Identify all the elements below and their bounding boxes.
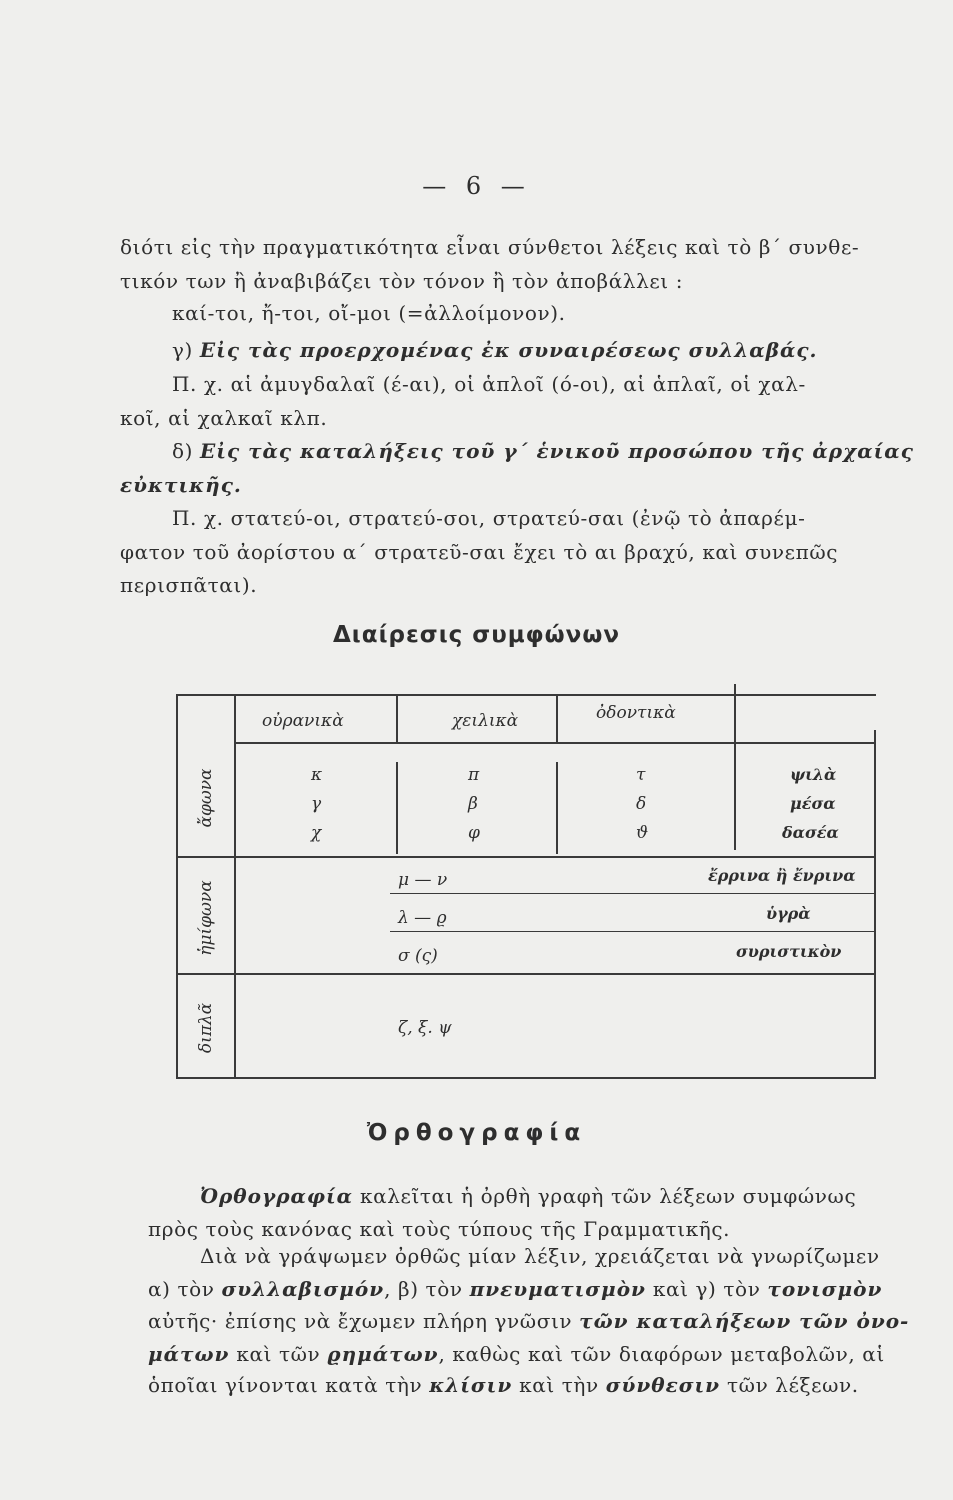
- p2-text-l5c: καὶ τὴν: [512, 1373, 606, 1397]
- afona-ouranika-mesa: γ: [311, 794, 322, 814]
- header-sep-2: [556, 694, 558, 744]
- orthography-p1-line-2: πρὸς τοὺς κανόνας καὶ τοὺς τύπους τῆς Γραμματικῆς.: [148, 1217, 731, 1241]
- afona-sep-1: [396, 762, 398, 854]
- afona-odontika-mesa: δ: [636, 794, 647, 814]
- table-top-line: [176, 694, 876, 696]
- p2-text-e: καὶ γ) τὸν: [645, 1277, 768, 1301]
- orthography-p2-line-2: [148, 1274, 882, 1304]
- delta-example-1: Π. χ. στατεύ-οι, στρατεύ-σοι, στρατεύ-σαι (ἐνῷ τὸ ἀπαρέμ-: [172, 506, 806, 530]
- orthography-term: Ὀρθογραφία: [200, 1184, 354, 1208]
- afona-cheilika-psila: π: [468, 765, 480, 785]
- group-imifona: ἡμίφωνα: [196, 880, 216, 956]
- delta-label: δ): [172, 439, 201, 463]
- orthography-title: Ὀρθογραφία: [366, 1120, 587, 1146]
- imifona-type-syristikon: συριστικὸν: [736, 942, 842, 961]
- imifona-bottom-line: [176, 973, 876, 975]
- p2-text-c: , β) τὸν: [384, 1277, 470, 1301]
- delta-heading-cont: εὐκτικῆς.: [120, 473, 242, 497]
- table-right-line: [874, 730, 876, 1079]
- orthography-p2-line-3: [148, 1306, 909, 1336]
- intro-line-1: διότι εἰς τὴν πραγματικότητα εἶναι σύνθετοι λέξεις καὶ τὸ β΄ συνθε-: [120, 235, 860, 259]
- afona-cheilika-mesa: β: [468, 794, 478, 814]
- afona-cheilika-dasea: φ: [468, 823, 480, 843]
- group-column-line: [234, 694, 236, 1079]
- imifona-errina: μ — ν: [398, 870, 448, 890]
- afona-odontika-psila: τ: [636, 765, 646, 785]
- p2-term-klisin: κλίσιν: [429, 1373, 513, 1397]
- p2-term-kataliksewn: τῶν καταλήξεων τῶν ὀνο-: [579, 1309, 910, 1333]
- p2-text-l4d: , καθὼς καὶ τῶν διαφόρων μεταβολῶν, αἱ: [438, 1342, 885, 1366]
- p2-text-l5a: ὁποῖαι γίνονται κατὰ τὴν: [148, 1373, 430, 1397]
- orthography-p2-line-5: [148, 1370, 859, 1400]
- p2-text-a: α) τὸν: [148, 1277, 222, 1301]
- imifona-ygra: λ — ϱ: [398, 908, 447, 928]
- gamma-example-1: Π. χ. αἱ ἀμυγδαλαῖ (έ-αι), οἱ ἁπλοῖ (ό-οι), αἱ ἁπλαῖ, οἱ χαλ-: [172, 372, 806, 396]
- delta-example-2: φατον τοῦ ἀορίστου α΄ στρατεῦ-σαι ἔχει τὸ αι βραχύ, καὶ συνεπῶς: [120, 540, 839, 564]
- header-sep-3: [734, 684, 736, 744]
- orthography-p2-line-4: [148, 1339, 885, 1369]
- table-left-line: [176, 694, 178, 1079]
- delta-example-3: περισπᾶται).: [120, 573, 258, 597]
- intro-line-2: τικόν των ἢ ἀναβιβάζει τὸν τόνον ἢ τὸν ἀποβάλλει :: [120, 269, 684, 293]
- table-bottom-line: [176, 1077, 876, 1079]
- afona-ouranika-psila: κ: [311, 765, 323, 785]
- orthography-p1-line-1: [200, 1181, 856, 1211]
- p2-text-l4b: καὶ τῶν: [229, 1342, 328, 1366]
- p2-text-l5e: τῶν λέξεων.: [720, 1373, 859, 1397]
- p2-text-l3a: αὐτῆς· ἐπίσης νὰ ἔχωμεν πλήρη γνῶσιν: [148, 1309, 580, 1333]
- afona-odontika-dasea: ϑ: [636, 823, 649, 843]
- header-sep-1: [396, 694, 398, 744]
- gamma-example-2: κοῖ, αἱ χαλκαῖ κλπ.: [120, 406, 328, 430]
- p2-term-synthesin: σύνθεσιν: [605, 1373, 721, 1397]
- dipla-letters: ζ, ξ. ψ: [398, 1018, 452, 1038]
- p2-term-pneumatismos: πνευματισμὸν: [469, 1277, 646, 1301]
- afona-ouranika-dasea: χ: [311, 823, 322, 843]
- gamma-label: γ): [172, 338, 200, 362]
- gamma-heading: [172, 335, 818, 365]
- orthography-p2-line-1: Διὰ νὰ γράψωμεν ὀρθῶς μίαν λέξιν, χρειάζεται νὰ γνωρίζωμεν: [200, 1244, 880, 1268]
- afona-type-dasea: δασέα: [782, 823, 839, 842]
- header-bottom-line: [234, 742, 874, 744]
- group-afona: ἄφωνα: [196, 768, 216, 828]
- header-odontika: ὀδοντικὰ: [596, 703, 676, 723]
- group-dipla: διπλᾶ: [196, 1002, 216, 1054]
- delta-heading-text: Εἰς τὰς καταλήξεις τοῦ γ΄ ἑνικοῦ προσώπου τῆς ἀρχαίας: [200, 439, 914, 463]
- afona-type-mesa: μέσα: [790, 794, 836, 813]
- consonants-title: Διαίρεσις συμφώνων: [333, 622, 620, 648]
- imifona-syristikon: σ (ς): [398, 946, 438, 966]
- imifona-row-line-1: [390, 893, 874, 894]
- p2-term-syllabismos: συλλαβισμόν: [221, 1277, 385, 1301]
- afona-sep-3: [734, 742, 736, 850]
- intro-line-3: καί-τοι, ἤ-τοι, οἴ-μοι (=ἀλλοίμονον).: [172, 301, 566, 325]
- p2-term-rimatwn: ϱημάτων: [327, 1342, 439, 1366]
- afona-sep-2: [556, 762, 558, 854]
- imifona-type-errina: ἔρρινα ἢ ἔνρινα: [708, 866, 856, 885]
- afona-bottom-line: [176, 856, 876, 858]
- imifona-row-line-2: [390, 931, 874, 932]
- delta-heading: [172, 436, 914, 466]
- afona-type-psila: ψιλὰ: [790, 765, 837, 784]
- imifona-type-ygra: ὑγρὰ: [766, 904, 811, 923]
- orthography-p1-text: καλεῖται ἡ ὀρθὴ γραφὴ τῶν λέξεων συμφώνως: [353, 1184, 857, 1208]
- p2-term-onomatwn: μάτων: [148, 1342, 230, 1366]
- p2-term-tonismos: τονισμὸν: [767, 1277, 883, 1301]
- page-number: — 6 —: [422, 172, 531, 200]
- header-ouranika: οὐρανικὰ: [262, 711, 344, 731]
- header-cheilika: χειλικὰ: [452, 711, 519, 731]
- gamma-heading-text: Εἰς τὰς προερχομένας ἐκ συναιρέσεως συλλαβάς.: [199, 338, 818, 362]
